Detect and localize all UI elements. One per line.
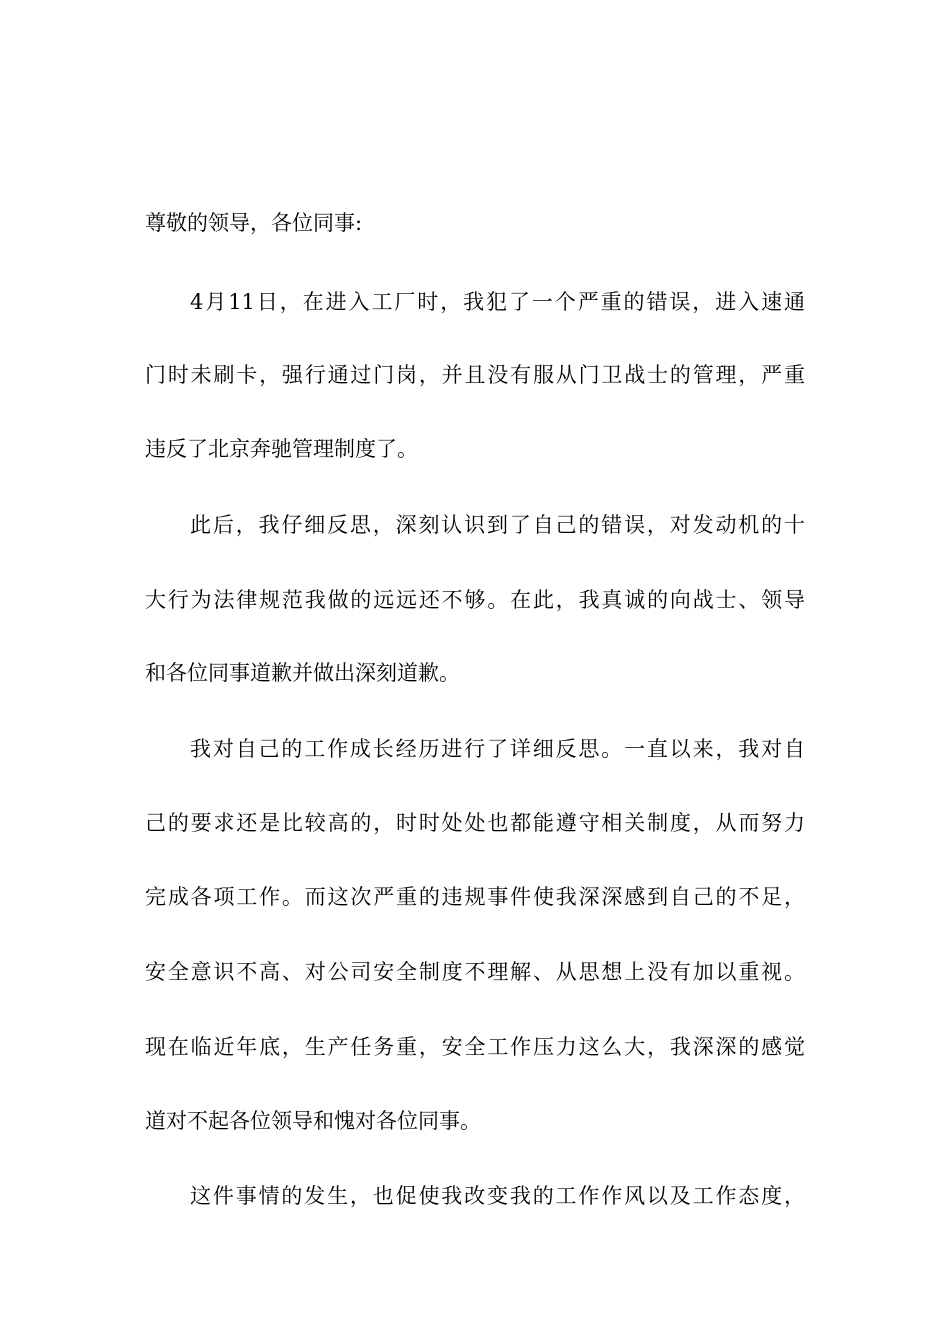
paragraph-3-line-6: 道对不起各位领导和愧对各位同事。: [145, 1109, 481, 1133]
paragraph-3-line-4: 安全意识不高、对公司安全制度不理解、从思想上没有加以重视。: [145, 960, 805, 984]
paragraph-1-line-1: 4月11日，在进入工厂时，我犯了一个严重的错误，进入速通: [190, 290, 805, 314]
paragraph-3-line-2: 己的要求还是比较高的，时时处处也都能遵守相关制度，从而努力: [145, 811, 805, 835]
paragraph-3-line-5: 现在临近年底，生产任务重，安全工作压力这么大，我深深的感觉: [145, 1035, 805, 1059]
paragraph-1-line-3: 违反了北京奔驰管理制度了。: [145, 437, 418, 461]
paragraph-1-line-2: 门时未刷卡，强行通过门岗，并且没有服从门卫战士的管理，严重: [145, 363, 805, 387]
paragraph-3-line-1: 我对自己的工作成长经历进行了详细反思。一直以来，我对自: [190, 737, 805, 761]
paragraph-2-line-3: 和各位同事道歉并做出深刻道歉。: [145, 661, 460, 685]
paragraph-2-line-2: 大行为法律规范我做的远远还不够。在此，我真诚的向战士、领导: [145, 588, 805, 612]
paragraph-2-line-1: 此后，我仔细反思，深刻认识到了自己的错误，对发动机的十: [190, 513, 805, 537]
paragraph-4-line-1: 这件事情的发生，也促使我改变我的工作作风以及工作态度，: [190, 1184, 805, 1208]
paragraph-3-line-3: 完成各项工作。而这次严重的违规事件使我深深感到自己的不足，: [145, 885, 805, 909]
salutation-line: 尊敬的领导，各位同事:: [145, 211, 363, 235]
